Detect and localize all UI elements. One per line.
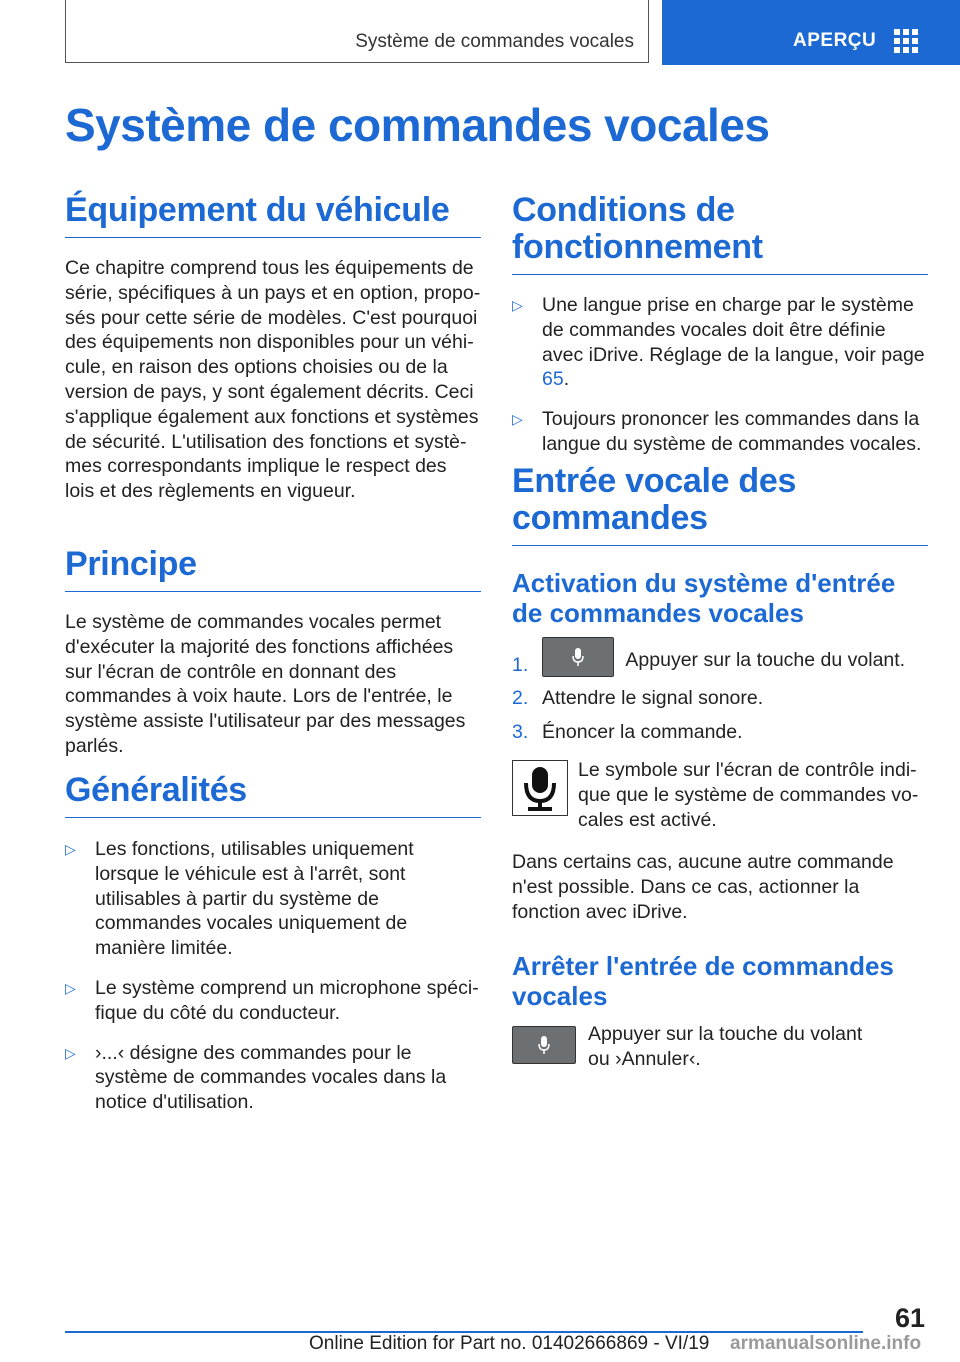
steps-list xyxy=(512,637,928,745)
symbol-text: Le symbole sur l'écran de contrôle indique que le système de commandes vocales est activé. xyxy=(578,759,919,831)
triangle-bullet-icon: ▷ xyxy=(512,411,523,428)
header-section-title: Système de commandes vocales xyxy=(355,31,634,52)
list-item: 1. Appuyer sur la touche du volant. xyxy=(512,637,928,677)
conditions-list xyxy=(512,293,928,457)
list-item: 2. Attendre le signal sonore. xyxy=(512,687,764,709)
stop-instruction xyxy=(512,1022,928,1072)
microphone-button-icon xyxy=(542,637,614,677)
list-item: 3. Énoncer la commande. xyxy=(512,720,743,743)
triangle-bullet-icon: ▷ xyxy=(65,1044,76,1061)
general-list xyxy=(65,837,481,1115)
microphone-button-icon xyxy=(512,1026,576,1064)
symbol-note xyxy=(512,758,928,832)
activation-heading: Activation du système d'entrée de commandes vocales xyxy=(512,568,896,628)
list-item: ▷ Toujours prononcer les commandes dans la langue du système de commandes vocales. xyxy=(512,408,922,455)
list-item: ▷ Une langue prise en charge par le système de commandes vocales doit être définie avec iDrive. Réglage de la langue, voir page 65. xyxy=(512,294,925,391)
general-heading: Généralités xyxy=(65,772,481,818)
equipment-heading: Équipement du véhicule xyxy=(65,192,481,238)
list-item: ▷ Les fonctions, utilisables uniquement lorsque le véhicule est à l'arrêt, sont utilisables à partir du système de commandes vocales uniquement de manière limitée. xyxy=(65,838,414,960)
conditions-heading: Conditions de fonctionnement xyxy=(512,192,928,275)
overview-tab-label: APERÇU xyxy=(793,30,877,51)
watermark: armanualsonline.info xyxy=(730,1333,922,1354)
principle-heading: Principe xyxy=(65,546,481,592)
triangle-bullet-icon: ▷ xyxy=(65,979,76,996)
stop-heading: Arrêter l'entrée de commandes vocales xyxy=(512,951,894,1011)
edition-text: Online Edition for Part no. 01402666869 - VI/19 xyxy=(309,1333,710,1354)
overview-tab[interactable] xyxy=(662,0,960,65)
grid-icon xyxy=(894,29,918,53)
stop-text: Appuyer sur la touche du volant ou ›Annuler‹. xyxy=(588,1023,863,1070)
triangle-bullet-icon: ▷ xyxy=(65,841,76,857)
triangle-bullet-icon: ▷ xyxy=(512,297,523,313)
page-number: 61 xyxy=(895,1303,926,1333)
list-item: ▷ Le système comprend un microphone spécifique du côté du conducteur. xyxy=(65,976,479,1024)
entry-heading: Entrée vocale des commandes xyxy=(512,463,928,546)
no-command-text: Dans certains cas, aucune autre commande n'est possible. Dans ce cas, actionner la fonction avec iDrive. xyxy=(512,851,894,923)
page-link[interactable]: 65 xyxy=(542,368,564,391)
header-section-box xyxy=(65,0,649,63)
list-item: ▷ ›...‹ désigne des commandes pour le système de commandes vocales dans la notice d'utilisation. xyxy=(65,1041,447,1114)
equipment-text: Ce chapitre comprend tous les équipements de série, spécifiques à un pays et en option, proposés pour cette série de modèles. C'est pourquoi des équipements non disponibles pour un véhicule, en raison des options choisies ou de la version de pays, y sont également décrits. Ceci s'applique également aux fonctions et systèmes de sécurité. L'utilisation des fonctions et systèmes correspondants implique le respect des lois et des règlements en vigueur. xyxy=(65,257,481,503)
microphone-symbol-icon xyxy=(512,760,568,816)
page-title: Système de commandes vocales xyxy=(65,99,770,151)
principle-text: Le système de commandes vocales permet d'exécuter la majorité des fonctions affichées sur l'écran de contrôle en donnant des commandes à voix haute. Lors de l'entrée, le système assiste l'utilisateur par des messages parlés. xyxy=(65,611,466,757)
